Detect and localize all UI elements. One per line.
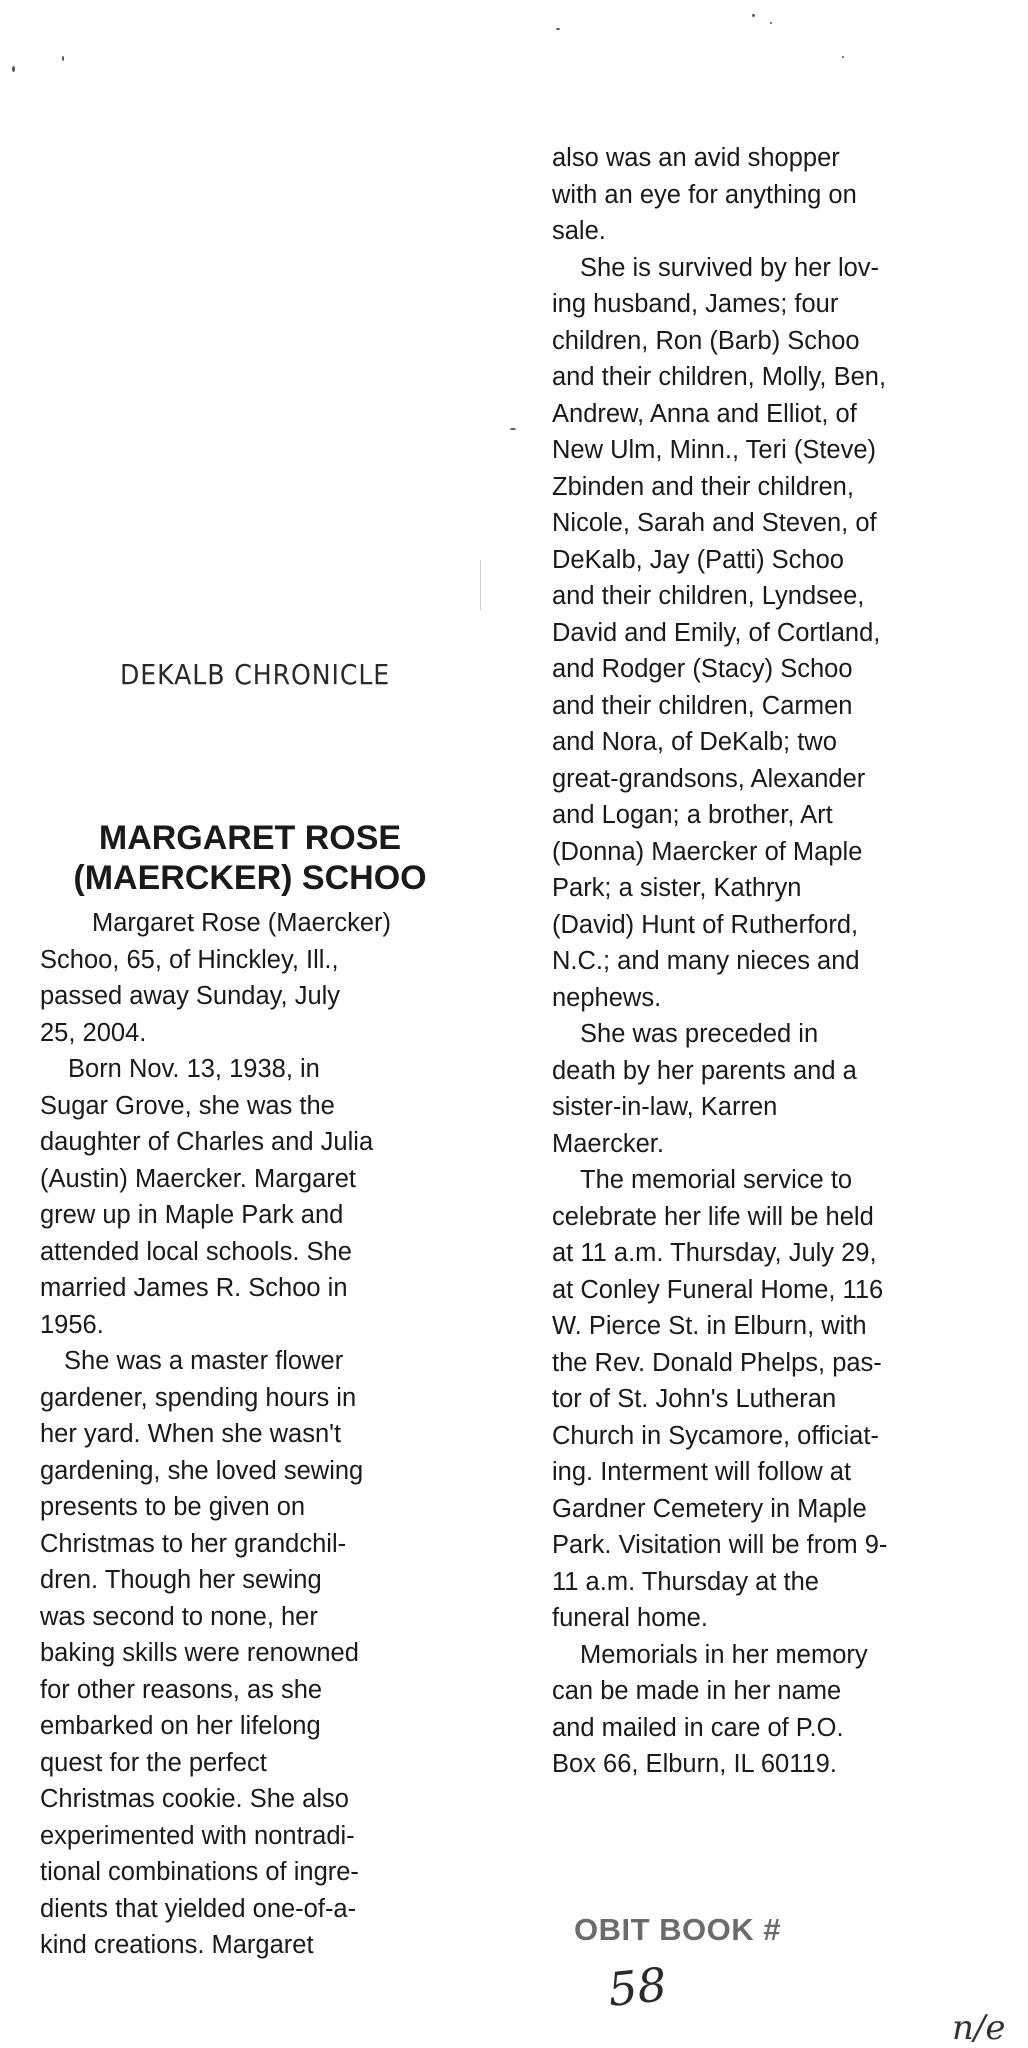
text-line: (David) Hunt of Rutherford, xyxy=(552,910,859,939)
text-line: Andrew, Anna and Elliot, of xyxy=(552,399,857,428)
text-line: and their children, Lyndsee, xyxy=(552,582,865,610)
obituary-paragraph xyxy=(552,140,887,250)
text-line: tional combinations of ingre- xyxy=(40,1858,359,1886)
text-line: The memorial service to xyxy=(580,1166,853,1194)
newspaper-source: DEKALB CHRONICLE xyxy=(120,658,391,691)
text-line: (Austin) Maercker. Margaret xyxy=(40,1164,357,1193)
text-line: She was a master flower xyxy=(64,1347,344,1375)
obituary-paragraph xyxy=(40,905,391,1051)
obituary-paragraph xyxy=(552,1637,887,1783)
text-line: kind creations. Margaret xyxy=(40,1931,314,1959)
scan-speck xyxy=(12,66,15,72)
scan-speck xyxy=(510,428,516,430)
text-line: Margaret Rose (Maercker) xyxy=(92,909,391,937)
text-line: Christmas to her grandchil- xyxy=(40,1529,347,1558)
handwritten-corner-mark: n/e xyxy=(952,2008,1006,2048)
fold-line xyxy=(480,560,481,610)
text-line: celebrate her life will be held xyxy=(552,1202,874,1231)
text-line: with an eye for anything on xyxy=(552,180,857,209)
text-line: W. Pierce St. in Elburn, with xyxy=(552,1312,867,1340)
text-line: attended local schools. She xyxy=(40,1237,352,1266)
text-line: great-grandsons, Alexander xyxy=(552,764,866,793)
text-line: funeral home. xyxy=(552,1604,708,1632)
scan-speck xyxy=(770,22,772,24)
handwritten-book-number: 58 xyxy=(605,1957,670,2017)
text-line: and their children, Carmen xyxy=(552,691,853,720)
text-line: and their children, Molly, Ben, xyxy=(552,363,887,391)
right-text-column xyxy=(552,140,887,1783)
text-line: Church in Sycamore, officiat- xyxy=(552,1421,879,1450)
text-line: Christmas cookie. She also xyxy=(40,1785,349,1813)
obituary-paragraph xyxy=(40,1343,391,1964)
text-line: passed away Sunday, July xyxy=(40,982,341,1010)
text-line: children, Ron (Barb) Schoo xyxy=(552,326,860,355)
obituary-paragraph xyxy=(552,1162,887,1637)
text-line: sale. xyxy=(552,217,606,245)
text-line: tor of St. John's Lutheran xyxy=(552,1385,837,1413)
text-line: also was an avid shopper xyxy=(552,144,840,172)
text-line: dients that yielded one-of-a- xyxy=(40,1894,357,1923)
text-line: N.C.; and many nieces and xyxy=(552,947,860,975)
text-line: Park; a sister, Kathryn xyxy=(552,874,802,902)
headline-line: (MAERCKER) SCHOO xyxy=(73,859,427,897)
text-line: Nicole, Sarah and Steven, of xyxy=(552,509,877,537)
text-line: She is survived by her lov- xyxy=(580,253,880,282)
text-line: 1956. xyxy=(40,1310,104,1339)
text-line: her yard. When she wasn't xyxy=(40,1420,342,1448)
text-line: 25, 2004. xyxy=(40,1018,147,1047)
scan-speck xyxy=(752,14,755,17)
text-line: gardener, spending hours in xyxy=(40,1383,357,1412)
text-line: at 11 a.m. Thursday, July 29, xyxy=(552,1239,877,1267)
text-line: DeKalb, Jay (Patti) Schoo xyxy=(552,545,844,574)
text-line: can be made in her name xyxy=(552,1677,842,1705)
text-line: Maercker. xyxy=(552,1129,664,1158)
scan-speck xyxy=(556,28,560,30)
text-line: daughter of Charles and Julia xyxy=(40,1128,374,1156)
headline-line: MARGARET ROSE xyxy=(98,819,402,857)
text-line: was second to none, her xyxy=(40,1602,318,1631)
text-line: Schoo, 65, of Hinckley, Ill., xyxy=(40,945,339,974)
text-line: Box 66, Elburn, IL 60119. xyxy=(552,1750,837,1778)
text-line: and Rodger (Stacy) Schoo xyxy=(552,655,853,683)
obit-book-stamp: OBIT BOOK # xyxy=(574,1912,782,1947)
text-line: grew up in Maple Park and xyxy=(40,1201,344,1229)
text-line: embarked on her lifelong xyxy=(40,1712,321,1740)
text-line: experimented with nontradi- xyxy=(40,1821,355,1850)
obituary-paragraph xyxy=(40,1051,391,1343)
text-line: (Donna) Maercker of Maple xyxy=(552,837,863,866)
text-line: Park. Visitation will be from 9- xyxy=(552,1531,888,1559)
text-line: New Ulm, Minn., Teri (Steve) xyxy=(552,436,877,464)
text-line: nephews. xyxy=(552,983,662,1012)
obituary-headline xyxy=(40,818,460,898)
text-line: for other reasons, as she xyxy=(40,1675,323,1704)
text-line: Zbinden and their children, xyxy=(552,472,854,501)
text-line: quest for the perfect xyxy=(40,1748,267,1777)
text-line: ing husband, James; four xyxy=(552,290,839,318)
text-line: Born Nov. 13, 1938, in xyxy=(68,1055,320,1083)
text-line: and Nora, of DeKalb; two xyxy=(552,728,837,756)
text-line: Gardner Cemetery in Maple xyxy=(552,1494,867,1523)
text-line: at Conley Funeral Home, 116 xyxy=(552,1275,884,1304)
text-line: presents to be given on xyxy=(40,1493,306,1521)
text-line: She was preceded in xyxy=(580,1020,819,1048)
text-line: 11 a.m. Thursday at the xyxy=(552,1567,819,1596)
text-line: Sugar Grove, she was the xyxy=(40,1091,335,1120)
text-line: gardening, she loved sewing xyxy=(40,1456,364,1485)
text-line: dren. Though her sewing xyxy=(40,1566,322,1594)
text-line: David and Emily, of Cortland, xyxy=(552,618,881,647)
left-text-column xyxy=(40,905,391,1964)
scan-speck xyxy=(842,56,844,58)
text-line: sister-in-law, Karren xyxy=(552,1093,778,1121)
text-line: death by her parents and a xyxy=(552,1056,857,1085)
text-line: and mailed in care of P.O. xyxy=(552,1713,844,1742)
text-line: the Rev. Donald Phelps, pas- xyxy=(552,1348,882,1377)
obituary-paragraph xyxy=(552,250,887,1017)
scan-speck xyxy=(62,56,64,61)
obituary-paragraph xyxy=(552,1016,887,1162)
text-line: ing. Interment will follow at xyxy=(552,1458,852,1486)
text-line: married James R. Schoo in xyxy=(40,1274,348,1302)
text-line: baking skills were renowned xyxy=(40,1639,359,1667)
text-line: Memorials in her memory xyxy=(580,1640,868,1669)
text-line: and Logan; a brother, Art xyxy=(552,801,833,829)
